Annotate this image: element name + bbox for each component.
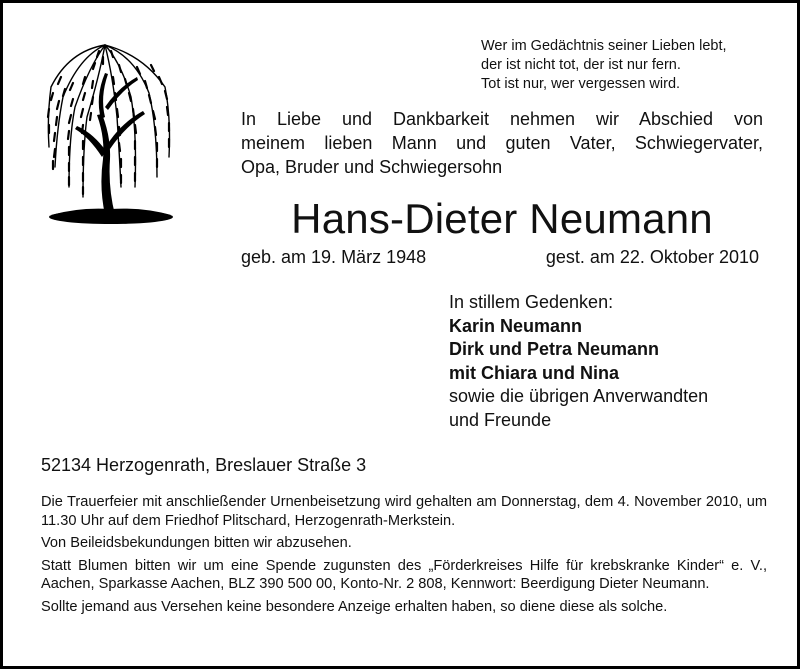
mourner-name: Karin Neumann (449, 315, 583, 336)
mourners-others: und Freunde (449, 409, 552, 430)
mourners-others: sowie die übrigen Anverwandten (449, 386, 709, 406)
details-paragraph: Von Beileidsbekundungen bitten wir abzusehen. (41, 535, 352, 551)
funeral-details (41, 493, 767, 620)
intro-line: In Liebe und Dankbarkeit nehmen wir Abschied von (241, 109, 763, 129)
details-paragraph: Die Trauerfeier mit anschließender Urnenbeisetzung wird gehalten am Donnerstag, dem 4. November 2010, um 11.30 Uhr auf dem Friedhof Plitschard, Herzogenrath-Merkstein. (41, 494, 767, 529)
details-paragraph: Sollte jemand aus Versehen keine besondere Anzeige erhalten haben, so diene diese als solche. (41, 598, 668, 615)
deceased-name: Hans-Dieter Neumann (291, 195, 713, 242)
memorial-quote (481, 37, 781, 94)
quote-line: Wer im Gedächtnis seiner Lieben lebt, (481, 38, 727, 54)
intro-line: meinem lieben Mann und guten Vater, Schwiegervater, (241, 133, 763, 153)
mourner-name: mit Chiara und Nina (449, 362, 620, 383)
death-date: gest. am 22. Oktober 2010 (545, 247, 759, 267)
family-address: 52134 Herzogenrath, Breslauer Straße 3 (41, 455, 367, 475)
quote-line: der ist nicht tot, der ist nur fern. (481, 57, 681, 73)
birth-date: geb. am 19. März 1948 (241, 247, 427, 267)
quote-line: Tot ist nur, wer vergessen wird. (481, 76, 681, 92)
details-paragraph: Statt Blumen bitten wir um eine Spende zugunsten des „Förderkreises Hilfe für krebskranke Kinder“ e. V., Aachen, Sparkasse Aachen, BLZ 390 500 00, Konto-Nr. 2 808, Kennwort: Beerdigung Dieter Neumann. (41, 557, 767, 592)
mourners-intro: In stillem Gedenken: (449, 292, 614, 312)
mourner-name: Dirk und Petra Neumann (449, 339, 660, 359)
weeping-willow-tree-icon (39, 37, 179, 227)
mourners-block (449, 291, 779, 432)
intro-line: Opa, Bruder und Schwiegersohn (241, 157, 503, 177)
farewell-intro (241, 107, 763, 179)
